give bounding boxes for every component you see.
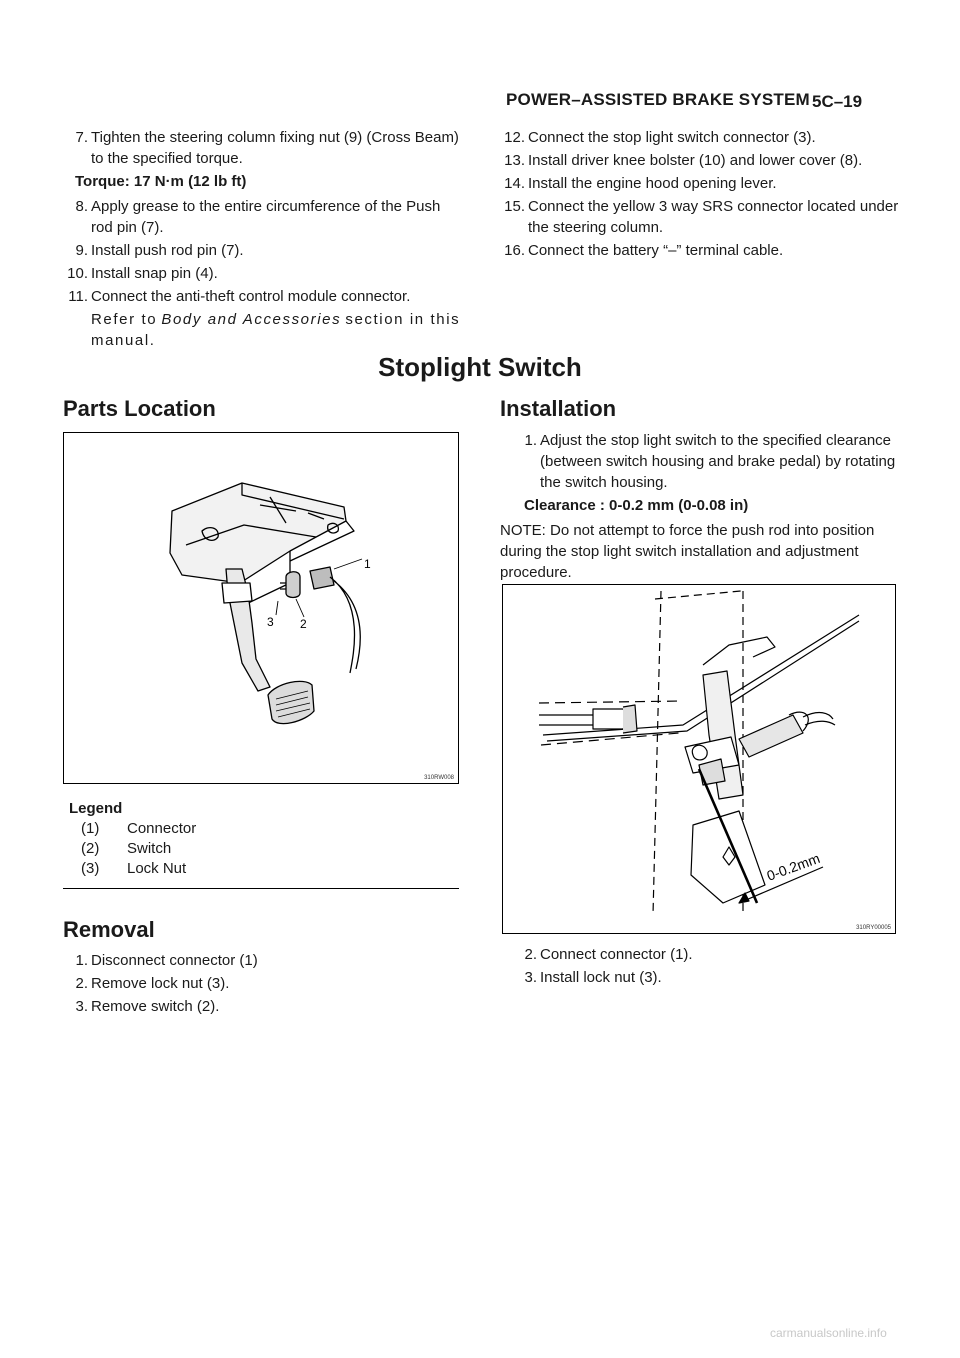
figure-code: 310RY00005 [856,925,891,931]
callout-3: 3 [267,615,274,629]
section-header-title: POWER–ASSISTED BRAKE SYSTEM [506,90,810,109]
note: NOTE: Do not attempt to force the push rod into position during the stop light switch installation and adjustment procedure. [500,522,875,581]
figure-code: 310RW008 [424,775,454,781]
installation-heading: Installation [500,396,617,421]
switch-clearance-illustration [503,585,895,925]
list-item: 15. Connect the yellow 3 way SRS connector located under the steering column. [504,198,899,236]
list-item: 2. Remove lock nut (3). [75,975,230,992]
parts-location-figure [63,432,459,784]
page-number: 5C–19 [812,92,863,111]
section-title: Stoplight Switch [378,352,582,382]
clearance-label: 0-0.2mm [764,849,822,884]
torque-spec: Torque: 17 N·m (12 lb ft) [75,173,247,190]
legend-title: Legend [69,800,123,817]
brake-pedal-illustration [64,433,458,773]
list-item: 16. Connect the battery “–” terminal cable. [504,242,784,259]
callout-2: 2 [300,617,307,631]
divider [63,888,459,889]
clearance-spec: Clearance : 0-0.2 mm (0-0.08 in) [524,497,749,514]
refer-note: Refer to Body and Accessories section in this manual. [91,311,461,349]
removal-steps [63,950,461,1019]
watermark: carmanualsonline.info [770,1326,887,1340]
left-top-column [63,127,461,353]
list-item: 12. Connect the stop light switch connector (3). [504,129,816,146]
list-item: 14. Install the engine hood opening lever. [504,175,777,192]
parts-location-heading: Parts Location [63,396,216,421]
list-item: 1. Disconnect connector (1) [75,952,258,969]
legend-item: (1) Connector [81,820,197,837]
installation-steps-continued [500,944,900,990]
list-item: 9. Install push rod pin (7). [75,242,244,259]
callout-1: 1 [364,557,371,571]
installation-steps [500,430,900,583]
legend-item: (3) Lock Nut [81,860,187,877]
list-item: 13. Install driver knee bolster (10) and lower cover (8). [504,152,863,169]
list-item: 2. Connect connector (1). [524,946,693,963]
list-item: 8. Apply grease to the entire circumference of the Push rod pin (7). [75,198,441,236]
legend [69,799,196,879]
list-item: 1. Adjust the stop light switch to the specified clearance (between switch housing and brake pedal) by rotating the switch housing. [524,432,896,491]
clearance-figure [502,584,896,934]
list-item: 3. Install lock nut (3). [524,969,662,986]
list-item: 7. Tighten the steering column fixing nut (9) (Cross Beam) to the specified torque. [75,129,459,167]
list-item: 10. Install snap pin (4). [67,265,218,282]
legend-item: (2) Switch [81,840,172,857]
removal-heading: Removal [63,917,155,942]
right-top-column [500,127,900,263]
list-item: 11. Connect the anti-theft control module connector. Refer to Body and Accessories section in this manual. [68,288,461,349]
list-item: 3. Remove switch (2). [75,998,220,1015]
